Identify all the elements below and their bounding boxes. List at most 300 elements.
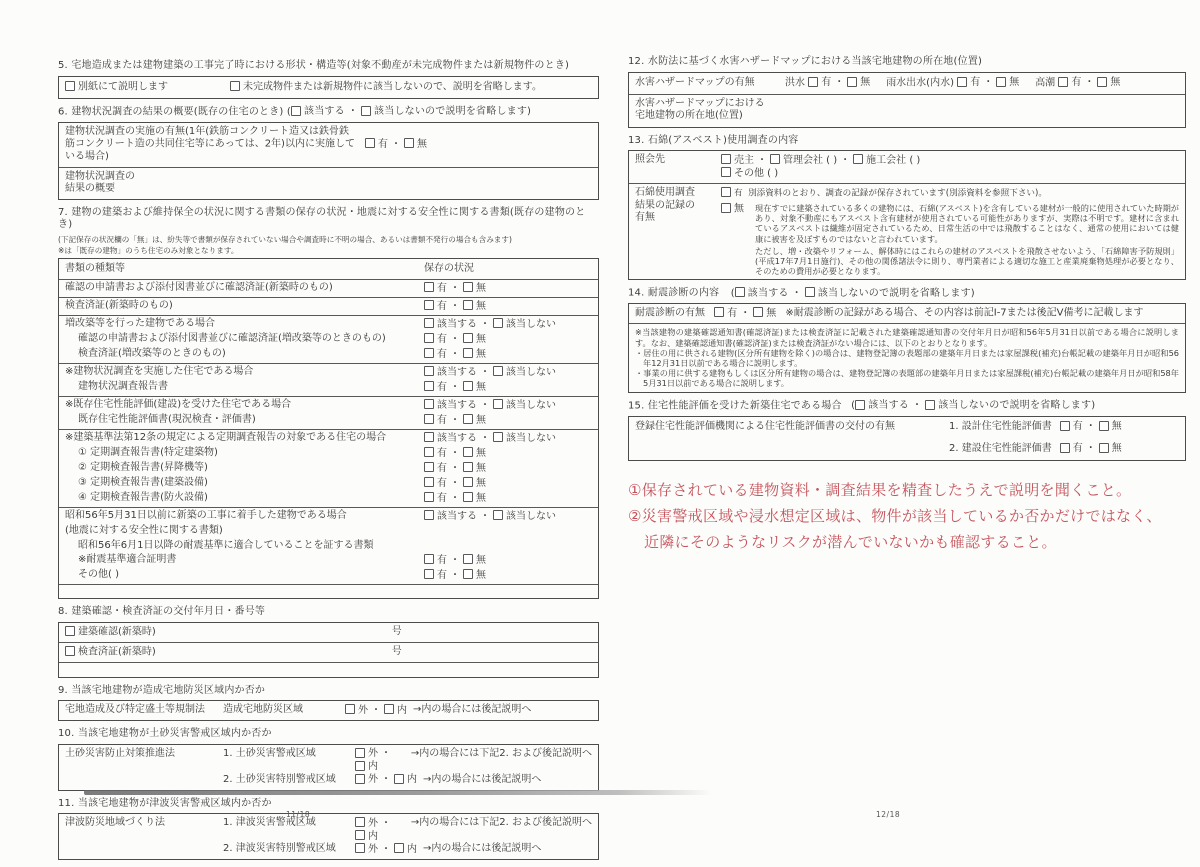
checkbox-sotouchi-a[interactable] (355, 817, 365, 827)
checkbox-option-umu-b (463, 570, 486, 581)
option-separator: ・ (740, 307, 751, 319)
checkbox-umu-a[interactable] (424, 414, 434, 424)
option-separator: ・ (450, 462, 460, 474)
row-text-line: 水害ハザードマップにおける (635, 97, 765, 109)
checkbox-sotouchi-b[interactable] (355, 761, 365, 771)
checkbox-pair-outside-inside (355, 817, 405, 843)
checkbox-gaito_omit-a[interactable] (735, 287, 745, 297)
checkbox-option-label: 外 (368, 774, 378, 785)
checkbox-umu-a[interactable] (424, 569, 434, 579)
row-text-line: いる場合) (65, 151, 109, 162)
doc-sublabel: 既存住宅性能評価書(現況検査・評価書) (78, 414, 256, 425)
seismic-diagnosis-row (629, 304, 1185, 323)
option-separator: ・ (1085, 443, 1096, 455)
option-separator: ・ (834, 77, 845, 88)
checkbox-gaito-a[interactable] (424, 510, 434, 520)
checkbox-option-label: 有 (437, 447, 447, 459)
table-row-group (59, 315, 598, 363)
section-15-title-text: 15. 住宅性能評価を受けた新築住宅である場合 (628, 400, 842, 412)
row-label: 登録住宅性能評価機関による住宅性能評価書の交付の有無 (635, 420, 895, 432)
checkbox-option-label: 該当しないので説明を省略します) (817, 287, 975, 299)
checkbox-option-umu-a (424, 283, 447, 294)
checkbox-umu-a[interactable] (424, 282, 434, 292)
checkbox-option-label: 該当する (437, 399, 477, 411)
checkbox-option-umu-a (424, 334, 447, 345)
option-separator: ・ (791, 287, 802, 299)
checkbox-pair-umu (365, 139, 427, 150)
section-12-title: 12. 水防法に基づく水害ハザードマップにおける当該宅地建物の所在地(位置) (628, 56, 983, 67)
checkbox-umu-b[interactable] (753, 307, 763, 317)
checkbox-option-label: 該当しないので説明を省略します) (374, 106, 532, 117)
checkbox-option-umu-a (424, 448, 447, 459)
checkbox-not-applicable[interactable] (230, 81, 240, 91)
checkbox-gaito-b[interactable] (493, 432, 503, 442)
option-separator: ・ (371, 704, 381, 716)
checkbox-umu-b[interactable] (463, 381, 473, 391)
scan-shadow-artifact (84, 790, 712, 795)
seismic-diagnosis-notes (629, 323, 1185, 391)
option-separator: ・ (347, 106, 359, 117)
checkbox-option-label: 有 (437, 300, 447, 312)
checkbox-umu-b[interactable] (463, 447, 473, 457)
checkbox-option-label: 該当しないので説明を省略します) (938, 400, 1096, 412)
option-separator: ・ (757, 154, 767, 166)
checkbox-option-gaito-a (424, 319, 477, 330)
row-text-line: 建物状況調査の実施の有無(1年(鉄筋コンクリート造又は鉄骨鉄 (65, 125, 349, 137)
checkbox-pair-umu (424, 415, 486, 426)
checkbox-pair-umu (1060, 421, 1122, 434)
section-9 (58, 685, 599, 722)
checkbox-management-company[interactable] (770, 154, 780, 164)
checkbox-option-umu-b (463, 349, 486, 360)
section-6-title (58, 106, 599, 119)
checkbox-option-umu-a (808, 77, 831, 88)
evaluation-item-label: 2. 建設住宅性能評価書 (949, 442, 1052, 454)
arrow-note: →内の場合には後記説明へ (423, 843, 542, 854)
section-13-title: 13. 石綿(アスベスト)使用調査の内容 (628, 134, 799, 146)
option-separator: ・ (390, 138, 401, 150)
checkbox-umu-b[interactable] (463, 492, 473, 502)
checkbox-option-label: 外 (368, 817, 378, 829)
option-separate-sheet (65, 81, 168, 94)
checkbox-umu-b[interactable] (463, 414, 473, 424)
doc-sublabel: 昭和56年6月1日以降の耐震基準に適合していることを証する書類 (78, 539, 374, 551)
checkbox-pair-umu (1060, 443, 1122, 456)
checkbox-option-label: 有 (437, 414, 447, 426)
checkbox-option-umu-b (1097, 77, 1120, 88)
checkbox-umu-a[interactable] (424, 381, 434, 391)
checkbox-label: 未完成物件または新規物件に該当しないので、説明を省略します。 (243, 81, 542, 92)
section-8 (58, 606, 599, 678)
checkbox-gaito_omit-b[interactable] (361, 106, 371, 116)
checkbox-gaito-a[interactable] (424, 432, 434, 442)
checkbox-gaito-a[interactable] (424, 399, 434, 409)
checkbox-record-yes[interactable] (721, 187, 731, 197)
doc-sublabel: その他( ) (78, 569, 119, 580)
checkbox-option-label: 無 (766, 307, 777, 319)
checkbox-gaito-a[interactable] (424, 366, 434, 376)
option-separator: ・ (480, 318, 490, 330)
checkbox-option-umu-b (753, 308, 776, 319)
checkbox-option-sotouchi-b (355, 761, 378, 772)
option-separator: ・ (480, 510, 490, 522)
doc-sublabel: 検査済証(増改築等のときのもの) (78, 348, 226, 359)
table-row-group (59, 396, 598, 429)
checkbox-option-umu-b (463, 382, 486, 393)
handwritten-red-notes (628, 477, 1186, 555)
arrow-note: →内の場合には後記説明へ (413, 704, 532, 715)
checkbox-option-label: 無 (476, 381, 486, 393)
checkbox-option-label: 無 (476, 462, 486, 474)
option-separator: ・ (912, 400, 923, 412)
paren-open: ( (286, 106, 292, 117)
table-row-group (59, 363, 598, 396)
section-11-title: 11. 当該宅地建物が津波災害警戒区域内か否か (58, 797, 272, 809)
checkbox-option-label: 有 (970, 77, 981, 88)
checkbox-option-label: 該当する (437, 318, 477, 330)
checkbox-umu-b[interactable] (463, 333, 473, 343)
checkbox-option-label: 有 (437, 462, 447, 474)
doc-sublabel: 建物状況調査報告書 (78, 381, 168, 392)
checkbox-option-label: 有 (437, 381, 447, 393)
checkbox-sotouchi-b[interactable] (355, 830, 365, 840)
checkbox-option-label: 有 (377, 138, 388, 150)
checkbox-option-umu-b (404, 139, 427, 150)
checkbox-option-umu-b (463, 334, 486, 345)
checkbox-umu-a[interactable] (365, 138, 375, 148)
checkbox-seller[interactable] (721, 154, 731, 164)
hazard-type-label: 洪水 (785, 77, 805, 88)
checkbox-sotouchi-a[interactable] (345, 704, 355, 714)
checkbox-gaito-b[interactable] (493, 318, 503, 328)
checkbox-construction-company[interactable] (853, 154, 863, 164)
checkbox-option-umu-b (463, 493, 486, 504)
law-name: 宅地造成及び特定盛土等規制法 (65, 704, 205, 715)
doc-sublabel: ① 定期調査報告書(特定建築物) (78, 447, 218, 458)
checkbox-option-gaito_omit-a (291, 106, 345, 117)
checkbox-umu-a[interactable] (1060, 443, 1070, 453)
checkbox-option-label: 内 (407, 774, 417, 785)
checkbox-umu-b[interactable] (1097, 77, 1107, 87)
table-row-group (59, 429, 598, 507)
section-6-box (58, 122, 599, 200)
checkbox-option-label: 有 (437, 554, 447, 566)
zone-name: 2. 津波災害特別警戒区域 (223, 843, 336, 854)
section-6 (58, 106, 599, 200)
checkbox-other[interactable] (721, 167, 731, 177)
row-label: 水害ハザードマップの有無 (635, 76, 755, 88)
evaluation-item-label: 1. 設計住宅性能評価書 (949, 420, 1052, 432)
checkbox-label: その他 ( ) (734, 167, 779, 179)
row-text-line: 結果の概要 (65, 183, 115, 194)
table-row-group (59, 507, 598, 584)
checkbox-option-umu-a (957, 77, 980, 88)
checkbox-option-label: 外 (368, 843, 378, 855)
checkbox-record-no[interactable] (721, 203, 731, 213)
checkbox-gaito-a[interactable] (424, 318, 434, 328)
checkbox-option-umu-a (1058, 77, 1081, 88)
checkbox-option-umu-b (463, 555, 486, 566)
checkbox-option-gaito-a (424, 367, 477, 378)
checkbox-pair-gaito (424, 400, 556, 411)
checkbox-option-label: 無 (1009, 77, 1020, 88)
doc-label: 増改築等を行った建物である場合 (65, 318, 215, 329)
checkbox-pair-umu (424, 478, 486, 489)
checkbox-option-label: 無 (476, 300, 486, 312)
checkbox-pair-gaito-omit (735, 288, 975, 299)
checkbox-option-label: 無 (476, 569, 486, 581)
checkbox-option-umu-b (463, 448, 486, 459)
checkbox-umu-b[interactable] (404, 138, 414, 148)
checkbox-option-sotouchi-a (355, 818, 378, 829)
option-separator: ・ (381, 817, 391, 829)
checkbox-option-label: 無 (1111, 443, 1122, 455)
checkbox-sotouchi-a[interactable] (355, 843, 365, 853)
option-separator: ・ (983, 77, 994, 88)
checkbox-option-label: 外 (358, 704, 368, 716)
option-separator: ・ (480, 432, 490, 444)
checkbox-option-gaito_omit-b (361, 106, 531, 117)
checkbox-pair-gaito (424, 511, 556, 522)
checkbox-option-gaito-b (493, 319, 556, 330)
checkbox-option-gaito-a (424, 400, 477, 411)
checkbox-option-gaito-b (493, 433, 556, 444)
checkbox-umu-a[interactable] (424, 477, 434, 487)
zone-name: 2. 土砂災害特別警戒区域 (223, 773, 336, 785)
row-text-line: 建物状況調査の (65, 170, 135, 182)
checkbox-umu-a[interactable] (808, 77, 818, 87)
checkbox-umu-b[interactable] (1099, 443, 1109, 453)
checkbox-option-gaito_omit-b (805, 288, 975, 299)
checkbox-option-label: 無 (476, 348, 486, 360)
checkbox-pair-outside-inside (355, 774, 417, 787)
law-name: 津波防災地域づくり法 (65, 817, 165, 828)
checkbox-option-gaito_omit-a (735, 288, 789, 299)
checkbox-label: 管理会社 ( ) (783, 154, 838, 166)
page-number-right: 12/18 (876, 810, 901, 819)
checkbox-sotouchi-a[interactable] (355, 748, 365, 758)
doc-label: ※既存住宅性能評価(建設)を受けた住宅である場合 (65, 399, 292, 410)
column-header-docs: 書類の種類等 (65, 262, 125, 274)
doc-sublabel: 確認の申請書および添付図書並びに確認済証(増改築等のときのもの) (78, 333, 386, 344)
checkbox-option-sotouchi-a (355, 844, 378, 855)
checkbox-option-umu-a (424, 463, 447, 474)
checkbox-option-label: 内 (368, 761, 378, 772)
checkbox-option-label: 有 (1072, 421, 1083, 433)
checkbox-building-confirmation[interactable] (65, 626, 75, 636)
zone-name: 1. 土砂災害警戒区域 (223, 747, 316, 759)
option-separator: ・ (480, 399, 490, 411)
doc-label-cont: (地震に対する安全性に関する書類) (65, 525, 223, 536)
checkbox-pair-umu (424, 555, 486, 566)
zone-lines (223, 817, 592, 856)
checkbox-option-gaito-b (493, 400, 556, 411)
option-separator: ・ (450, 381, 460, 393)
checkbox-option-umu-a (424, 382, 447, 393)
checkbox-option-label: 有 (437, 333, 447, 345)
checkbox-umu-b[interactable] (463, 554, 473, 564)
checkbox-gaito-b[interactable] (493, 399, 503, 409)
checkbox-gaito_omit-b[interactable] (805, 287, 815, 297)
table-header-row (59, 259, 598, 280)
section-12 (628, 56, 1186, 128)
checkbox-option-label: 無 (476, 477, 486, 489)
checkbox-umu-a[interactable] (424, 333, 434, 343)
checkbox-pair-umu (424, 463, 486, 474)
red-note-line-1: ①保存されている建物資料・調査結果を精査したうえで説明を聞くこと。 (628, 480, 1132, 499)
option-separator: ・ (381, 843, 391, 855)
section-7-note-2: ※は「既存の建物」のうち住宅のみ対象となります。 (58, 246, 239, 255)
checkbox-pair-gaito-omit (291, 106, 531, 117)
option-separator: ・ (381, 748, 391, 759)
asbestos-record-row (629, 183, 1185, 279)
checkbox-umu-b[interactable] (1099, 421, 1109, 431)
checkbox-umu-b[interactable] (463, 569, 473, 579)
record-no-paragraph-2: ただし、増・改築やリフォーム、解体時にはこれらの建材のアスベストを飛散させないよう、「石綿障害予防規則」(平成17年7月1日施行)、その他の関係諸法令に則り、専門業者による適切な施工と産業廃棄物処理が必要となり、そのための費用が必要となります。 (755, 245, 1179, 277)
checkbox-option-label: 有 (437, 477, 447, 489)
section-10-title: 10. 当該宅地建物が土砂災害警戒区域内か否か (58, 728, 272, 739)
option-not-applicable (230, 81, 542, 94)
checkbox-umu-b[interactable] (463, 477, 473, 487)
checkbox-umu-a[interactable] (424, 462, 434, 472)
note-bullet-1: ・居住の用に供される建物(区分所有建物を除く)の場合は、建物登記簿の表題部の建築年月日または家屋課税(補充)台帳記載の建築年月日が昭和56年12月31日以前である場合に説明します。 (635, 347, 1179, 369)
option-separator: ・ (1085, 421, 1096, 433)
table-row (59, 279, 598, 297)
checkbox-option-label: 有 (437, 492, 447, 504)
red-note-line-3: 近隣にそのようなリスクが潜んでいないかも確認すること。 (644, 532, 1057, 551)
checkbox-umu-b[interactable] (463, 300, 473, 310)
checkbox-gaito_omit-a[interactable] (291, 106, 301, 116)
checkbox-option-umu-b (463, 415, 486, 426)
checkbox-option-umu-a (424, 555, 447, 566)
checkbox-option-label: 無 (860, 77, 871, 88)
section-12-box (628, 72, 1186, 128)
row-label-line: 結果の記録の (635, 199, 695, 211)
checkbox-option-sotouchi-b (384, 705, 407, 716)
checkbox-option-sotouchi-a (355, 774, 378, 785)
checkbox-separate-sheet[interactable] (65, 81, 75, 91)
checkbox-option-umu-a (424, 478, 447, 489)
checkbox-option-umu-a (365, 139, 388, 150)
checkbox-option-label: 内 (368, 830, 378, 842)
checkbox-option-label: 該当しない (506, 510, 556, 522)
checkbox-option-umu-a (424, 349, 447, 360)
checkbox-option-umu-b (463, 463, 486, 474)
doc-sublabel: ③ 定期検査報告書(建築設備) (78, 477, 208, 488)
checkbox-umu-b[interactable] (996, 77, 1006, 87)
checkbox-option-gaito-a (424, 433, 477, 444)
checkbox-umu-b[interactable] (463, 348, 473, 358)
checkbox-umu-a[interactable] (1058, 77, 1068, 87)
checkbox-option-label: 該当する (304, 106, 345, 117)
checkbox-pair-gaito-omit (855, 400, 1095, 411)
checkbox-umu-a[interactable] (714, 307, 724, 317)
checkbox-inspection-certificate[interactable] (65, 646, 75, 656)
checkbox-umu-a[interactable] (424, 492, 434, 502)
doc-sublabel: ④ 定期検査報告書(防火設備) (78, 492, 208, 503)
checkbox-option-label: 無 (1111, 421, 1122, 433)
checkbox-pair-umu (424, 334, 486, 345)
checkbox-gaito-b[interactable] (493, 510, 503, 520)
section-6-title-text: 6. 建物状況調査の結果の概要(既存の住宅のとき) (58, 106, 284, 117)
option-separator: ・ (450, 554, 460, 566)
checkbox-option-sotouchi-a (345, 705, 368, 716)
checkbox-gaito-b[interactable] (493, 366, 503, 376)
doc-sublabel: ② 定期検査報告書(昇降機等) (78, 462, 208, 473)
checkbox-pair-umu (424, 349, 486, 360)
checkbox-umu-a[interactable] (424, 554, 434, 564)
row-label-line: 石綿使用調査 (635, 187, 695, 198)
section-14-title-text: 14. 耐震診断の内容 (628, 287, 720, 299)
checkbox-label: 建築確認(新築時) (78, 626, 156, 637)
checkbox-umu-a[interactable] (424, 300, 434, 310)
checkbox-option-label: 内 (407, 843, 417, 855)
paren-open: ( (851, 400, 856, 412)
doc-label: 検査済証(新築時のもの) (65, 300, 173, 311)
row-label: 照会先 (635, 154, 665, 165)
checkbox-umu-b[interactable] (463, 462, 473, 472)
checkbox-umu-b[interactable] (847, 77, 857, 87)
option-separator: ・ (450, 492, 460, 504)
section-10-box (58, 744, 599, 791)
checkbox-sotouchi-b[interactable] (384, 704, 394, 714)
checkbox-pair-gaito (424, 319, 556, 330)
checkbox-umu-a[interactable] (424, 447, 434, 457)
checkbox-option-label: 無 (476, 414, 486, 426)
row-label-line: 有無 (635, 212, 655, 223)
checkbox-pair-umu (424, 448, 486, 459)
record-no-paragraph-1: 現在すでに建築されている多くの建物には、石綿(アスベスト)を含有している建材が一般的に使用されていた時期があり、対象不動産にもアスベスト含有建材が使用されている可能性がありますが、実際は不明です。建材に含まれているアスベストは繊維が固定されているため、日常生活の中では飛散することはなく、通常の使用においては健康に被害を及ぼすものではないと言われています。 (755, 203, 1179, 244)
table-empty-row (59, 584, 598, 598)
checkbox-sotouchi-a[interactable] (355, 774, 365, 784)
checkbox-option-label: 該当する (868, 400, 909, 412)
section-13-box (628, 150, 1186, 280)
option-separator: ・ (450, 447, 460, 459)
hazard-map-location-row (629, 94, 1185, 127)
record-yes-text: 別添資料のとおり、調査の記録が保存されています(別添資料を参照下さい)。 (748, 188, 1047, 199)
checkbox-umu-a[interactable] (1060, 421, 1070, 431)
checkbox-umu-a[interactable] (957, 77, 967, 87)
checkbox-umu-a[interactable] (424, 348, 434, 358)
checkbox-option-label: 該当する (437, 432, 477, 444)
checkbox-option-umu-b (1099, 443, 1122, 454)
checkbox-sotouchi-b[interactable] (394, 774, 404, 784)
checkbox-umu-b[interactable] (463, 282, 473, 292)
checkbox-gaito_omit-b[interactable] (925, 400, 935, 410)
doc-label: ※建物状況調査を実施した住宅である場合 (65, 366, 254, 377)
page-left (58, 60, 599, 867)
doc-label: 昭和56年5月31日以前に新築の工事に着手した建物である場合 (65, 510, 347, 521)
checkbox-option-label: 有 (1071, 77, 1082, 88)
arrow-note: →内の場合には後記説明へ (423, 773, 542, 785)
checkbox-option-label: 無 (476, 447, 486, 459)
checkbox-option-gaito_omit-b (925, 400, 1095, 411)
checkbox-pair-umu (808, 77, 870, 88)
hazard-type-label: 雨水出水(内水) (886, 77, 954, 88)
checkbox-pair-outside-inside (355, 843, 417, 856)
checkbox-option-label: 有 (437, 282, 447, 294)
checkbox-option-umu-a (424, 301, 447, 312)
checkbox-gaito_omit-a[interactable] (855, 400, 865, 410)
section-15 (628, 400, 1186, 461)
checkbox-option-umu-a (1060, 421, 1083, 432)
section-10 (58, 728, 599, 791)
survey-implemented-row (59, 123, 598, 167)
checkbox-option-label: 該当しない (506, 366, 556, 378)
checkbox-sotouchi-b[interactable] (394, 843, 404, 853)
option-separator: ・ (450, 282, 460, 294)
checkbox-option-umu-a (424, 493, 447, 504)
